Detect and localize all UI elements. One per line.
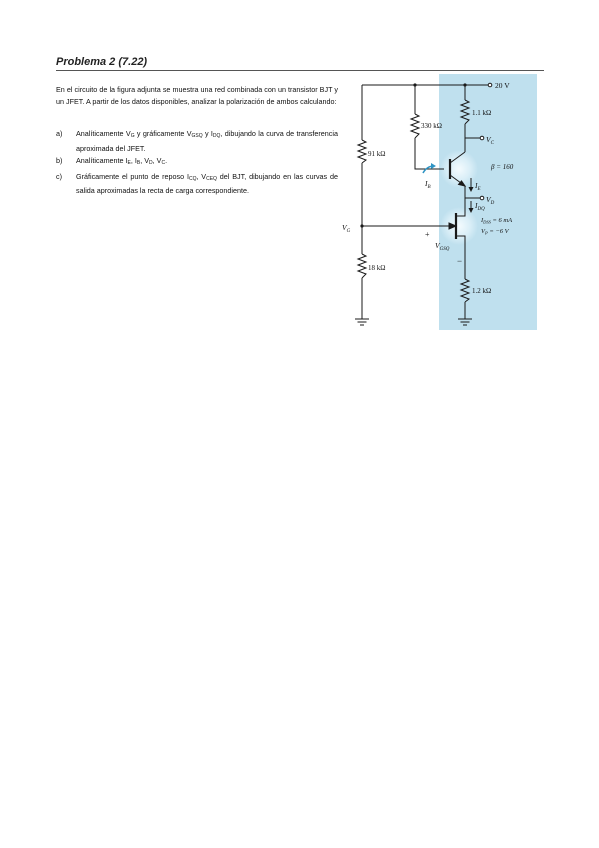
resistor-330k [411,114,419,138]
question-label: a) [56,129,63,138]
node-dot-vg [360,224,363,227]
vgsq-label: $V_{GSQ}$ [435,241,450,252]
node-dot-top [413,83,416,86]
r-g2-label: 18 kΩ [368,264,386,272]
ib-arrowhead [431,163,436,169]
plus-sign: + [425,230,430,239]
vc-label: $V_C$ [486,135,494,146]
supply-terminal [488,83,492,87]
problem-intro: En el circuito de la figura adjunta se muestra una red combinada con un transistor BJT y un JFET. A partir de los datos disponibles, analizar la polarización de ambos calculando: [56,85,338,106]
resistor-91k [358,140,366,163]
vp-label: $V_P = -6$ V [481,228,509,236]
question-item-b: b) Analíticamente $I_E$, $I_B$, $V_D$, $V_C$. [56,156,168,166]
vd-terminal [480,196,484,200]
circuit-diagram [339,74,539,332]
idq-label: $I_{DQ}$ [475,201,485,212]
minus-sign: − [457,256,463,266]
node-dot-top [463,83,466,86]
question-item-c: c) Gráficamente el punto de reposo $I_{CQ}$, $V_{CEQ}$ del BJT, dibujando en las curvas de salida aproximadas la recta de carga correspondiente. [56,171,338,195]
idss-label: $I_{DSS} = 6$ mA [481,217,513,225]
supply-label: 20 V [495,81,510,90]
vd-label: $V_D$ [486,195,495,206]
vc-terminal [480,136,484,140]
r-base-label: 330 kΩ [421,122,442,130]
resistor-18k [358,254,366,278]
problem-title: Problema 2 (7.22) [56,56,148,68]
r-collector-label: 1.1 kΩ [472,109,492,117]
title-divider [56,70,544,71]
ie-label: $I_E$ [475,181,481,192]
bjt-highlight [440,150,478,188]
question-item-a: a) Analíticamente $V_G$ y gráficamente $V_{GSQ}$ y $I_{DQ}$, dibujando la curva de transferencia aproximada del JFET. [56,129,338,153]
question-label: b) [56,156,63,165]
question-label: c) [56,171,62,181]
r-source-label: 1.2 kΩ [472,287,492,295]
beta-label: β = 160 [491,163,514,171]
question-list [56,128,338,198]
vg-label: $V_G$ [342,223,351,234]
ib-label: $I_B$ [425,179,431,190]
r-g1-label: 91 kΩ [368,150,386,158]
ground-left [355,319,369,325]
